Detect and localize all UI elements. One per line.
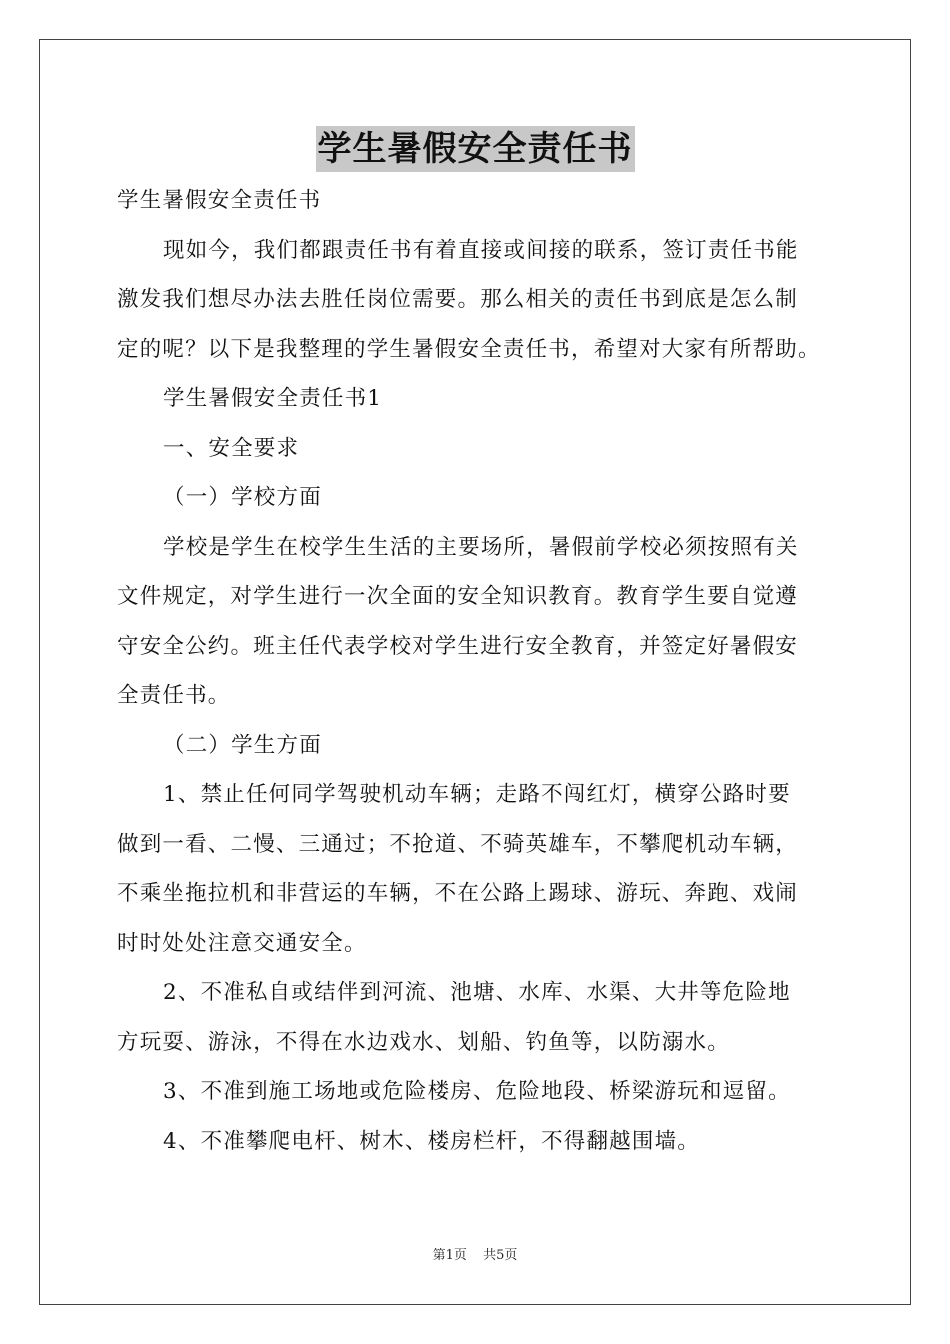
body-line: 方玩耍、游泳，不得在水边戏水、划船、钓鱼等，以防溺水。 (117, 1029, 730, 1055)
body-line: 做到一看、二慢、三通过；不抢道、不骑英雄车，不攀爬机动车辆， (117, 831, 799, 857)
body-line: 文件规定，对学生进行一次全面的安全知识教育。教育学生要自觉遵 (117, 584, 799, 609)
body-line: 全责任书。 (117, 683, 231, 708)
title-container (0, 126, 950, 172)
body-line: 守安全公约。班主任代表学校对学生进行安全教育，并签定好暑假安 (117, 633, 799, 659)
page-footer (0, 1246, 950, 1266)
list-item: 1、禁止任何同学驾驶机动车辆；走路不闯红灯，横穿公路时要 (163, 782, 791, 807)
list-item: 2、不准私自或结伴到河流、池塘、水库、水渠、大井等危险地 (163, 980, 791, 1005)
body-line: 定的呢？以下是我整理的学生暑假安全责任书，希望对大家有所帮助。 (117, 336, 821, 362)
body-line: 激发我们想尽办法去胜任岗位需要。那么相关的责任书到底是怎么制 (117, 287, 799, 312)
document-body (117, 176, 839, 1166)
list-item: 3、不准到施工场地或危险楼房、危险地段、桥梁游玩和逗留。 (163, 1079, 791, 1104)
body-line: 现如今，我们都跟责任书有着直接或间接的联系，签订责任书能 (163, 237, 799, 263)
section-heading: 一、安全要求 (163, 435, 300, 461)
body-line: 学校是学生在校学生生活的主要场所，暑假前学校必须按照有关 (163, 534, 799, 560)
page-total: 共5页 (483, 1248, 518, 1263)
subsection-heading: （一）学校方面 (163, 485, 322, 510)
section-heading: 学生暑假安全责任书1 (163, 386, 383, 411)
page-number: 第1页 (432, 1248, 467, 1263)
body-line: 学生暑假安全责任书 (117, 188, 322, 213)
subsection-heading: （二）学生方面 (163, 732, 322, 758)
body-line: 时时处处注意交通安全。 (117, 930, 367, 956)
body-line: 不乘坐拖拉机和非营运的车辆，不在公路上踢球、游玩、奔跑、戏闹 (117, 881, 799, 906)
list-item: 4、不准攀爬电杆、树木、楼房栏杆，不得翻越围墙。 (163, 1128, 700, 1154)
document-title: 学生暑假安全责任书 (316, 126, 635, 172)
